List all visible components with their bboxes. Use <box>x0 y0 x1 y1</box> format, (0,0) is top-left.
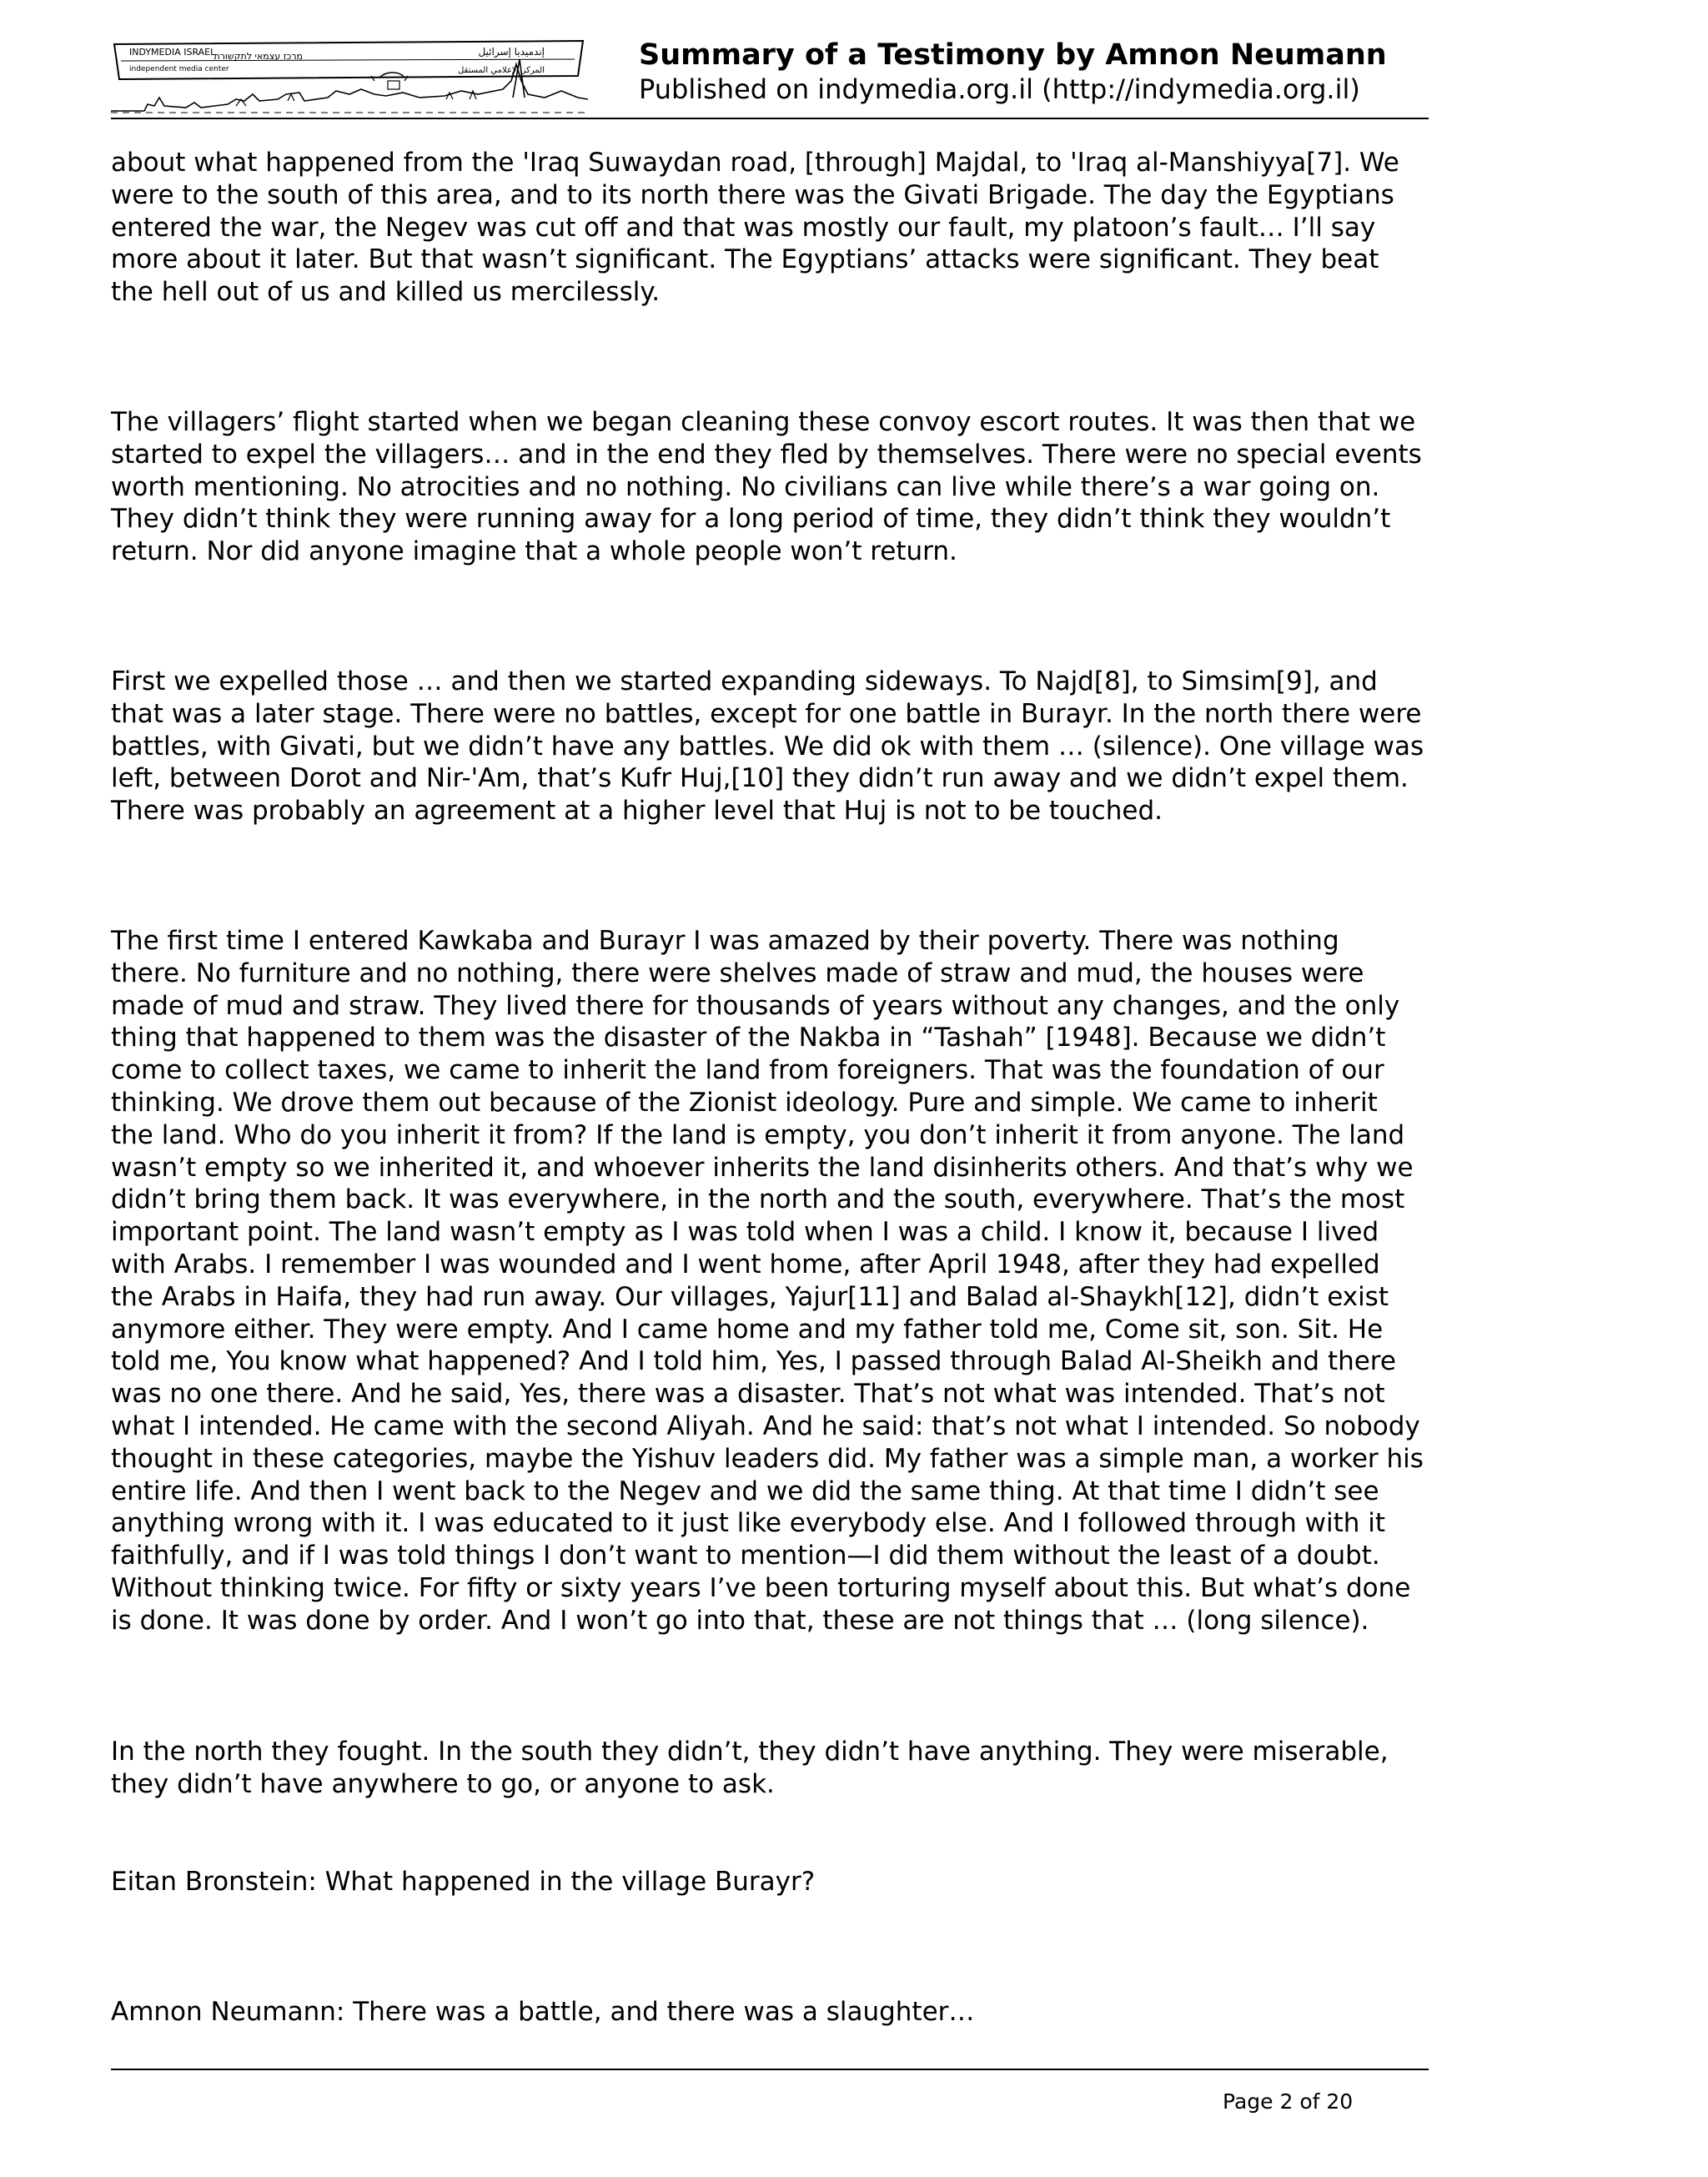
paragraph: Amnon Neumann: There was a battle, and there was a slaughter… <box>111 1997 975 2027</box>
document-header <box>111 35 1429 118</box>
page-number: Page 2 of 20 <box>1223 2089 1354 2114</box>
logo-text-arabic-sub: المركز الإعلامي المستقل <box>457 66 545 75</box>
paragraph: The first time I entered Kawkaba and Burayr I was amazed by their poverty. There was nothing there. No furniture and no nothing, there were shelves made of straw and mud, the houses were made of mud and straw. They lived there for thousands of years without any changes, and the only thing that happened to them was the disaster of the Nakba in “Tashah” [1948]. Because we didn’t come to collect taxes, we came to inherit the land from foreigners. That was the foundation of our thinking. We drove them out because of the Zionist ideology. Pure and simple. We came to inherit the land. Who do you inherit it from? If the land is empty, you don’t inherit it from anyone. The land wasn’t empty so we inherited it, and whoever inherits the land disinherits others. And that’s why we didn’t bring them back. It was everywhere, in the north and the south, everywhere. That’s the most important point. The land wasn’t empty as I was told when I was a child. I know it, because I lived with Arabs. I remember I was wounded and I went home, after April 1948, after they had expelled the Arabs in Haifa, they had run away. Our villages, Yajur[11] and Balad al-Shaykh[12], didn’t exist anymore either. They were empty. And I came home and my father told me, Come sit, son. Sit. He told me, You know what happened? And I told him, Yes, I passed through Balad Al-Sheikh and there was no one there. And he said, Yes, there was a disaster. That’s not what was intended. That’s not what I intended. He came with the second Aliyah. And he said: that’s not what I intended. So nobody thought in these categories, maybe the Yishuv leaders did. My father was a simple man, a worker his entire life. And then I went back to the Negev and we did the same thing. At that time I didn’t see anything wrong with it. I was educated to it just like everybody else. And I followed through with it faithfully, and if I was told things I don’t want to mention—I did them without the least of a doubt. Without thinking twice. For fifty or sixty years I’ve been torturing myself about this. But what’s done is done. It was done by order. And I won’t go into that, these are not things that … (long silence). <box>111 926 1424 1636</box>
footer-divider <box>111 2069 1429 2070</box>
indymedia-logo <box>111 39 588 114</box>
document-source: Published on indymedia.org.il (http://indymedia.org.il) <box>639 73 1360 105</box>
header-divider <box>111 118 1429 119</box>
logo-text-english: INDYMEDIA ISRAEL <box>129 47 216 58</box>
logo-text-arabic: إندميديا إسرائيل <box>478 46 545 58</box>
logo-text-english-sub: independent media center <box>129 65 229 73</box>
paragraph: Eitan Bronstein: What happened in the village Burayr? <box>111 1867 816 1897</box>
logo-text-hebrew: מרכז עצמאי לתקשורת <box>214 51 303 62</box>
paragraph: First we expelled those … and then we started expanding sideways. To Najd[8], to Simsim[9], and that was a later stage. There were no battles, except for one battle in Burayr. In the north there were battles, with Givati, but we didn’t have any battles. We did ok with them … (silence). One village was left, between Dorot and Nir-'Am, that’s Kufr Huj,[10] they didn’t run away and we didn’t expel them. There was probably an agreement at a higher level that Huj is not to be touched. <box>111 666 1424 827</box>
paragraph: The villagers’ flight started when we began cleaning these convoy escort routes. It was then that we started to expel the villagers… and in the end they fled by themselves. There were no special events worth mentioning. No atrocities and no nothing. No civilians can live while there’s a war going on. They didn’t think they were running away for a long period of time, they didn’t think they wouldn’t return. Nor did anyone imagine that a whole people won’t return. <box>111 407 1422 567</box>
document-title: Summary of a Testimony by Amnon Neumann <box>639 38 1387 72</box>
paragraph: In the north they fought. In the south they didn’t, they didn’t have anything. They were miserable, they didn’t have anywhere to go, or anyone to ask. <box>111 1737 1389 1799</box>
paragraph: about what happened from the 'Iraq Suwaydan road, [through] Majdal, to 'Iraq al-Manshiyya[7]. We were to the south of this area, and to its north there was the Givati Brigade. The day the Egyptians entered the war, the Negev was cut off and that was mostly our fault, my platoon’s fault… I’ll say more about it later. But that wasn’t significant. The Egyptians’ attacks were significant. They beat the hell out of us and killed us mercilessly. <box>111 148 1399 308</box>
